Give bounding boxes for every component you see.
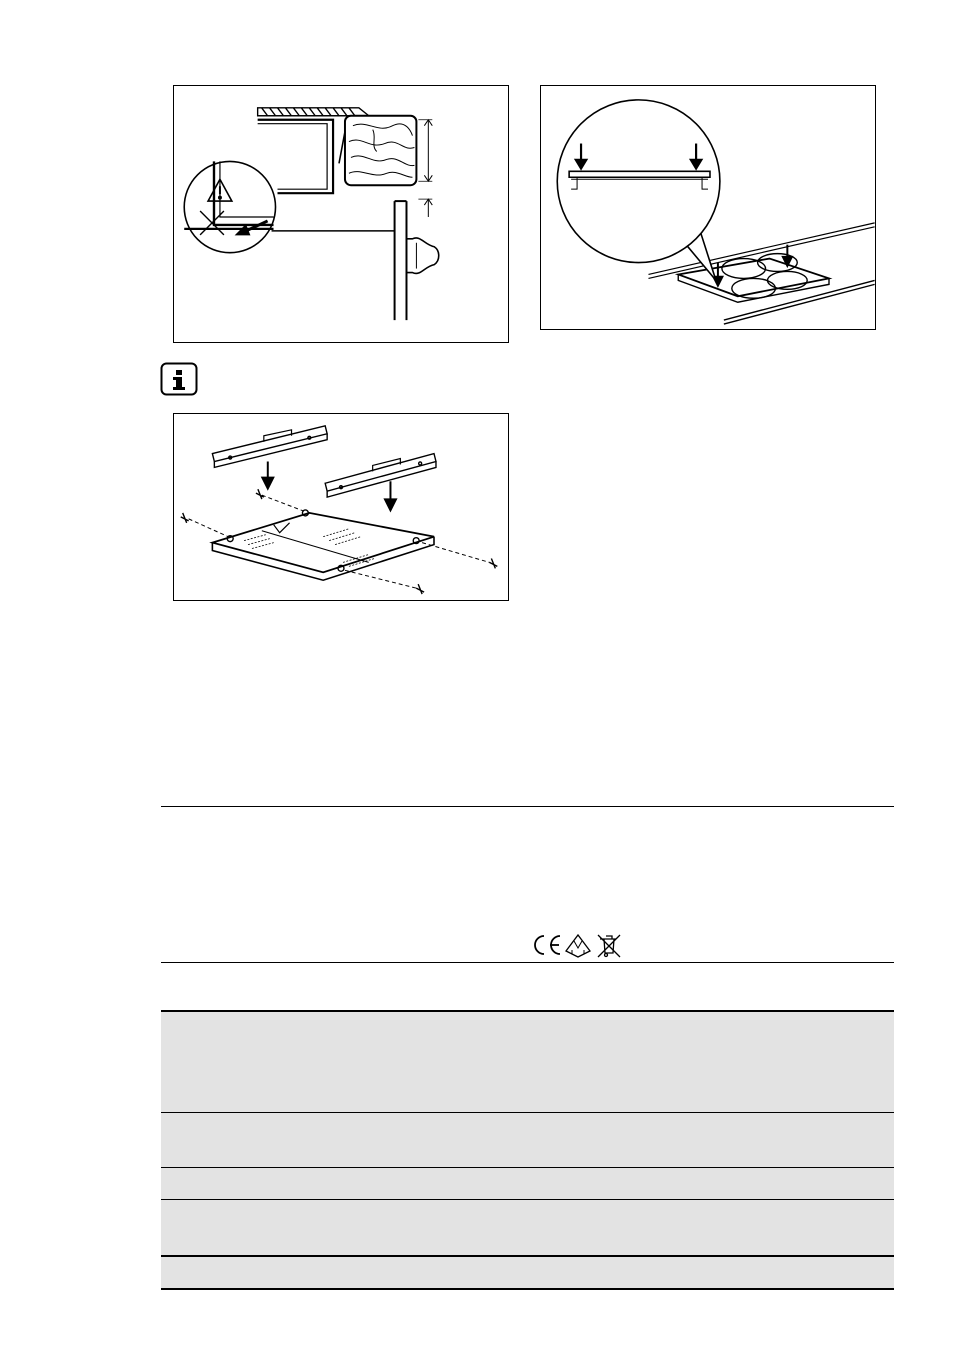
detail-magnifier — [184, 161, 275, 252]
table-row — [161, 1113, 894, 1167]
bracket-assembly-drawing — [174, 414, 508, 600]
section-divider — [161, 962, 894, 963]
table-row — [161, 1012, 894, 1112]
certification-marks — [528, 931, 624, 959]
section-divider — [161, 806, 894, 807]
figure-installation-side-view — [173, 85, 509, 343]
table-row — [161, 1257, 894, 1288]
figure-hob-seal — [540, 85, 876, 330]
info-icon — [160, 362, 198, 396]
hob-seal-drawing — [541, 86, 875, 329]
figure-bracket-assembly — [173, 413, 509, 601]
table-row — [161, 1168, 894, 1199]
installation-drawing — [174, 86, 508, 342]
table-bottom-rule — [161, 1288, 894, 1290]
ce-mark-icon — [535, 936, 560, 954]
vde-mark-icon — [566, 935, 590, 957]
weee-bin-icon — [598, 935, 620, 957]
table-row — [161, 1200, 894, 1255]
